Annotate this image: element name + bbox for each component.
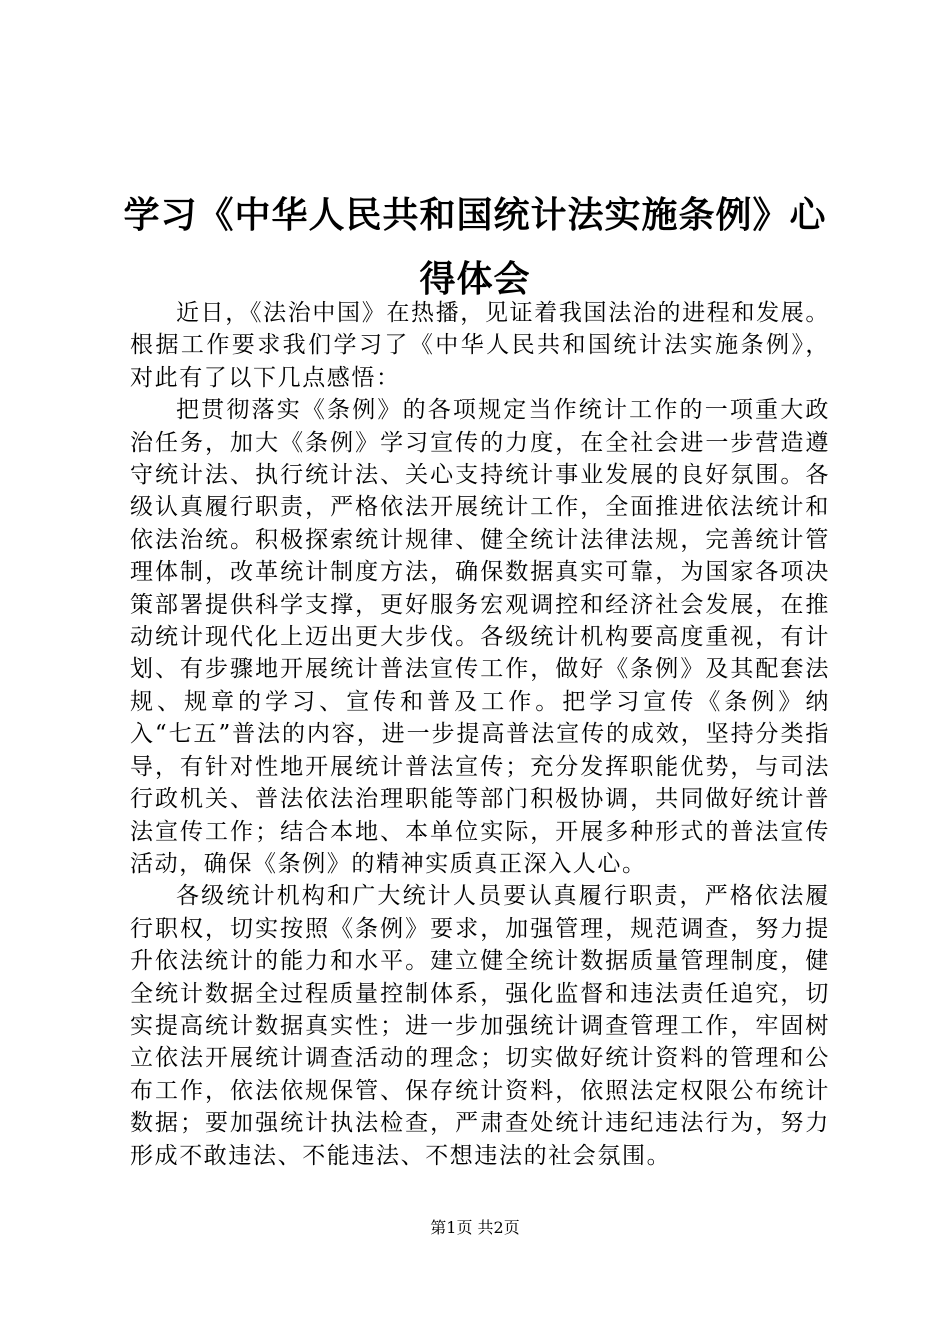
- paragraph-intro: 近日，《法治中国》在热播，见证着我国法治的进程和发展。根据工作要求我们学习了《中华人民共和国统计法实施条例》，对此有了以下几点感悟：: [130, 300, 830, 391]
- document-body: [130, 297, 830, 1172]
- paragraph-duties: 各级统计机构和广大统计人员要认真履行职责，严格依法履行职权，切实按照《条例》要求，加强管理，规范调查，努力提升依法统计的能力和水平。建立健全统计数据质量管理制度，健全统计数据全过程质量控制体系，强化监督和违法责任追究，切实提高统计数据真实性；进一步加强统计调查管理工作，牢固树立依法开展统计调查活动的理念；切实做好统计资料的管理和公布工作，依法依规保管、保存统计资料，依照法定权限公布统计数据；要加强统计执法检查，严肃查处统计违纪违法行为，努力形成不敢违法、不能违法、不想违法的社会氛围。: [130, 883, 830, 1169]
- document-title: 学习《中华人民共和国统计法实施条例》心得体会: [123, 195, 827, 301]
- page-footer: 第1页 共2页: [430, 1218, 520, 1237]
- paragraph-publicity: 把贯彻落实《条例》的各项规定当作统计工作的一项重大政治任务，加大《条例》学习宣传的力度，在全社会进一步营造遵守统计法、执行统计法、关心支持统计事业发展的良好氛围。各级认真履行职责，严格依法开展统计工作，全面推进依法统计和依法治统。积极探索统计规律、健全统计法律法规，完善统计管理体制，改革统计制度方法，确保数据真实可靠，为国家各项决策部署提供科学支撑，更好服务宏观调控和经济社会发展，在推动统计现代化上迈出更大步伐。各级统计机构要高度重视，有计划、有步骤地开展统计普法宣传工作，做好《条例》及其配套法规、规章的学习、宣传和普及工作。把学习宣传《条例》纳入“七五”普法的内容，进一步提高普法宣传的成效，坚持分类指导，有针对性地开展统计普法宣传；充分发挥职能优势，与司法行政机关、普法依法治理职能等部门积极协调，共同做好统计普法宣传工作；结合本地、本单位实际，开展多种形式的普法宣传活动，确保《条例》的精神实质真正深入人心。: [130, 397, 830, 877]
